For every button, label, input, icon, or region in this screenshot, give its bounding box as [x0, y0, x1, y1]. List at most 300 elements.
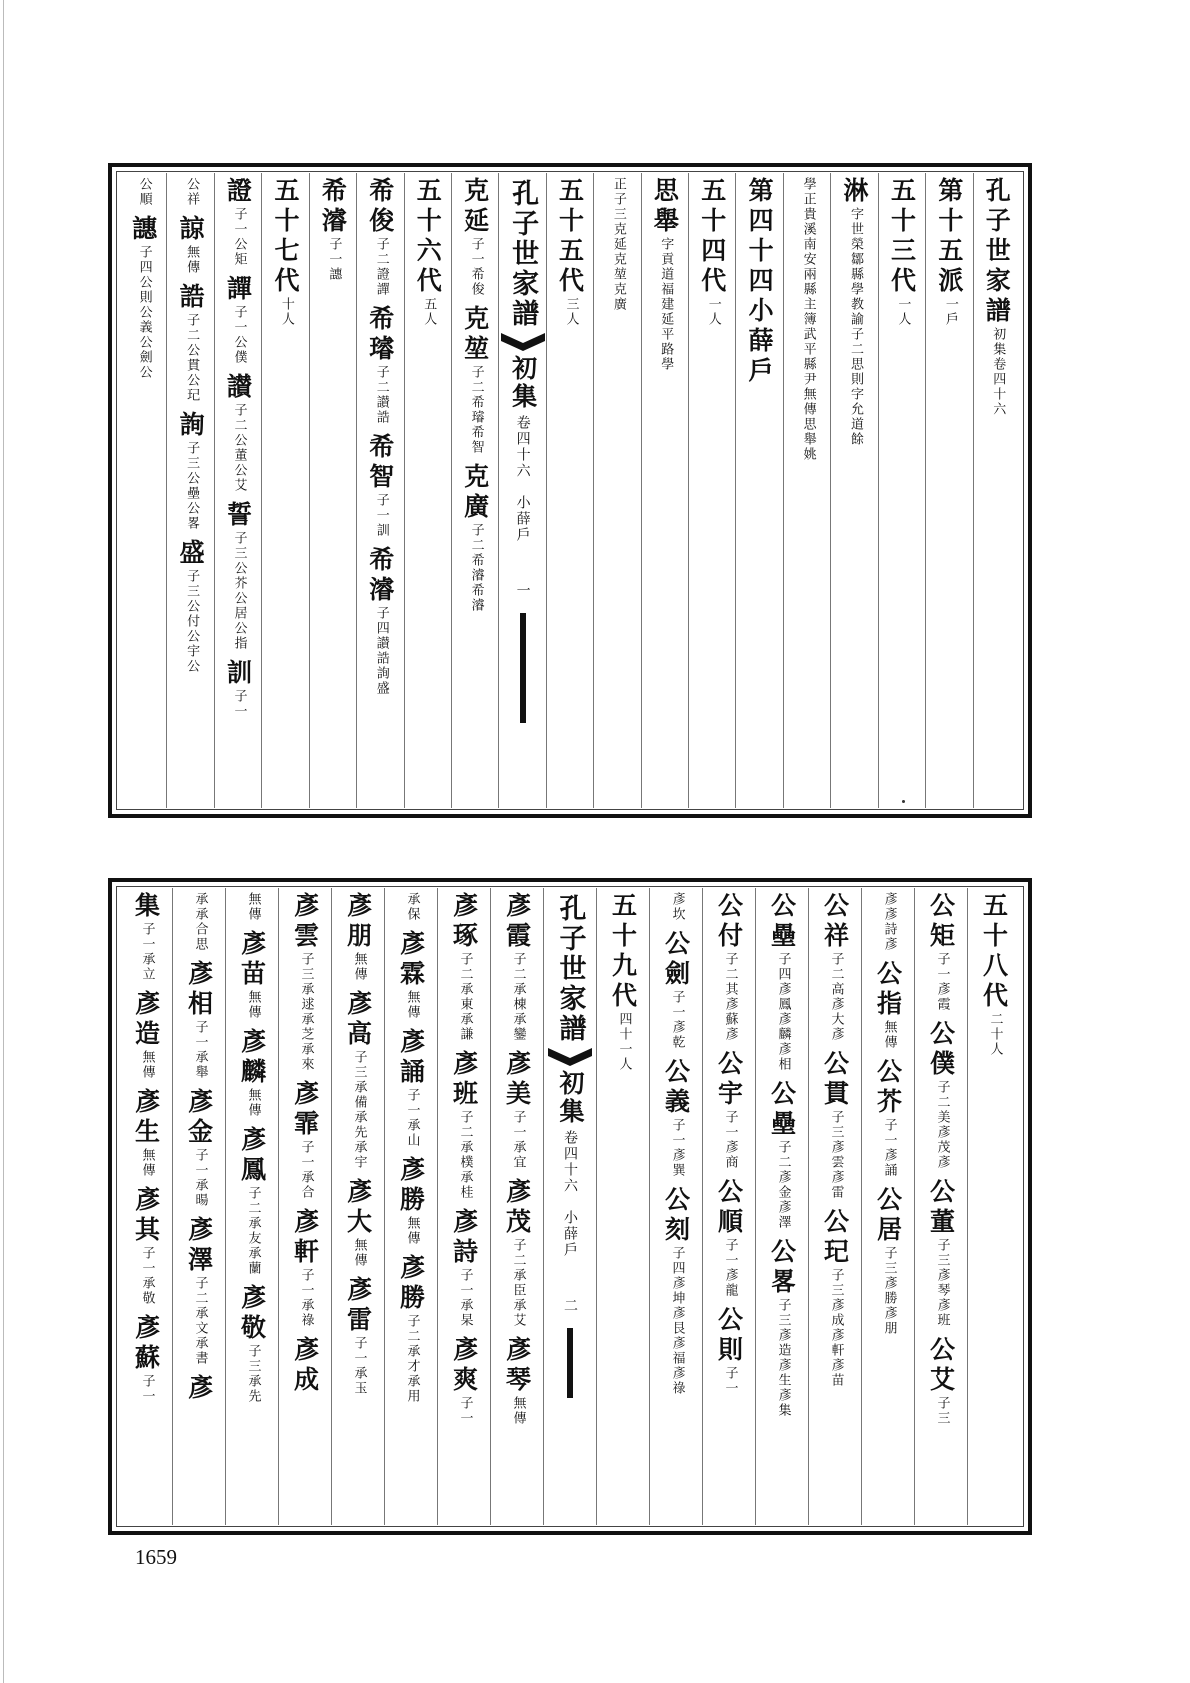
- entry-name: 彥苗: [237, 930, 267, 990]
- genealogy-entry: [131, 990, 161, 1080]
- genealogy-entry: [460, 177, 490, 297]
- entry-name: 公義: [661, 1058, 691, 1118]
- volume-label: 卷四十六 小薛戶: [562, 1130, 578, 1258]
- text-column: [356, 173, 403, 808]
- entry-note: 子一訓: [373, 493, 389, 538]
- entry-note: 子一公僕: [231, 305, 247, 365]
- genealogy-entry: [343, 892, 373, 982]
- genealogy-entry: [661, 1186, 691, 1396]
- entry-note: 一人: [705, 297, 721, 327]
- text-column: [120, 888, 172, 1525]
- entry-note: 子一承祿: [298, 1268, 314, 1328]
- entry-note: 子二希濬希濬: [468, 523, 484, 613]
- entry-name: 公祥: [820, 892, 850, 952]
- text-column: [214, 173, 261, 808]
- entry-note: 彥彥詩彥: [881, 892, 897, 952]
- collection-label: 初集: [508, 355, 538, 411]
- entry-name: 公付: [714, 892, 744, 952]
- entry-name: 證: [223, 177, 253, 207]
- entry-note: 子三公壘公畧: [184, 441, 200, 531]
- genealogy-entry: [608, 892, 638, 1072]
- entry-note: 無傳: [245, 1088, 261, 1118]
- genealogy-entry: [714, 1178, 744, 1298]
- entry-note: 子一彥乾: [669, 990, 685, 1050]
- genealogy-entry: [223, 373, 253, 493]
- genealogy-entry: [413, 177, 443, 327]
- entry-name: 彥軒: [290, 1208, 320, 1268]
- text-column: [166, 173, 213, 808]
- genealogy-entry: [820, 1050, 850, 1200]
- entry-name: 公畧: [767, 1238, 797, 1298]
- genealogy-entry: [714, 892, 744, 1042]
- entry-note: 子一: [231, 689, 247, 719]
- entry-name: 五十五代: [555, 177, 585, 297]
- genealogy-entry: [131, 1088, 161, 1178]
- entry-name: 彥相: [184, 960, 214, 1020]
- genealogy-entry: [290, 1336, 320, 1396]
- genealogy-entry: [460, 463, 490, 613]
- genealogy-entry: [237, 1284, 267, 1404]
- entry-note: 子二其彥蘇彥: [722, 952, 738, 1042]
- entry-name: 公壘: [767, 892, 797, 952]
- entry-name: 公玘: [820, 1208, 850, 1268]
- genealogy-entry: [714, 1306, 744, 1396]
- entry-name: 彥敬: [237, 1284, 267, 1344]
- entry-name: 克堃: [460, 305, 490, 365]
- entry-name: 希智: [365, 433, 395, 493]
- genealogy-entry: [184, 1088, 214, 1208]
- text-column: [830, 173, 877, 808]
- entry-name: 彥霖: [396, 930, 426, 990]
- entry-note: 子一: [457, 1396, 473, 1426]
- genealogy-entry: [223, 177, 253, 267]
- entry-name: 彥朋: [343, 892, 373, 952]
- text-column: [641, 173, 688, 808]
- entry-name: 彥麟: [237, 1028, 267, 1088]
- entry-note: 子二公貫公玘: [184, 313, 200, 403]
- genealogy-entry: [449, 1336, 479, 1426]
- page-number: 1659: [135, 1545, 177, 1569]
- entry-name: 彥霞: [502, 892, 532, 952]
- entry-name: 公刻: [661, 1186, 691, 1246]
- genealogy-entry: [290, 1080, 320, 1200]
- entry-name: 彥生: [131, 1088, 161, 1148]
- entry-note: 初集卷四十六: [990, 327, 1006, 417]
- genealogy-entry: [934, 177, 964, 327]
- genealogy-entry: [502, 1336, 532, 1426]
- column-grid-bottom: [120, 888, 1020, 1525]
- entry-name: 讃: [223, 373, 253, 403]
- entry-note: 學正貴溪南安兩縣主簿武平縣尹無傳思舉姚: [800, 177, 816, 462]
- leaf-number: 一: [514, 583, 531, 597]
- entry-name: 彥造: [131, 990, 161, 1050]
- entry-note: 子三彥成彥軒彥苗: [828, 1268, 844, 1388]
- book-fold-column: [498, 173, 545, 808]
- entry-note: 子三公付公宇公: [184, 569, 200, 674]
- genealogy-entry: [555, 177, 585, 327]
- entry-note: 子一彥商: [722, 1110, 738, 1170]
- column-grid-top: [120, 173, 1020, 808]
- entry-note: 無傳: [510, 1396, 526, 1426]
- genealogy-entry: [767, 892, 797, 1072]
- entry-note: 無傳: [404, 1216, 420, 1246]
- collection-label: 初集: [556, 1070, 585, 1126]
- genealogy-entry: [767, 1238, 797, 1418]
- text-column: [702, 888, 755, 1525]
- entry-name: 彥茂: [502, 1178, 532, 1238]
- text-column: [967, 888, 1020, 1525]
- genealogy-page-bottom: [108, 878, 1032, 1535]
- entry-name: 希濬: [365, 546, 395, 606]
- scan-edge-line: [3, 0, 4, 1683]
- text-column: [735, 173, 782, 808]
- entry-note: 子一: [139, 1374, 155, 1404]
- text-column: [593, 173, 640, 808]
- volume-label: 卷四十六 小薛戶: [514, 415, 531, 543]
- text-column: [649, 888, 702, 1525]
- entry-name: 彥琴: [502, 1336, 532, 1396]
- genealogy-entry: [290, 1208, 320, 1328]
- entry-note: 子二承友承蘭: [245, 1186, 261, 1276]
- text-column: [172, 888, 225, 1525]
- genealogy-entry: [650, 177, 680, 372]
- entry-name: 公僕: [926, 1020, 956, 1080]
- genealogy-entry: [396, 930, 426, 1020]
- genealogy-entry: [697, 177, 727, 327]
- entry-name: 第四十四小薛戶: [745, 177, 775, 387]
- text-column: [261, 173, 308, 808]
- entry-name: 彥澤: [184, 1216, 214, 1276]
- entry-name: 彥爽: [449, 1336, 479, 1396]
- genealogy-entry: [396, 1028, 426, 1148]
- entry-note: 子一彥誦: [881, 1118, 897, 1178]
- genealogy-entry: [661, 930, 691, 1050]
- entry-name: 詢: [176, 411, 206, 441]
- entry-note: 無傳: [139, 1148, 155, 1178]
- text-column: [120, 173, 166, 808]
- text-column: [309, 173, 356, 808]
- genealogy-entry: [714, 1050, 744, 1170]
- genealogy-entry: [460, 305, 490, 455]
- entry-note: 子三承備承先承宇: [351, 1050, 367, 1170]
- genealogy-entry: [176, 215, 206, 275]
- entry-note: 子二承才承用: [404, 1314, 420, 1404]
- entry-note: 子三: [934, 1396, 950, 1426]
- entry-name: 希俊: [365, 177, 395, 237]
- entry-note: 子一: [722, 1366, 738, 1396]
- genealogy-entry: [270, 177, 300, 327]
- entry-note: 子三承先: [245, 1344, 261, 1404]
- genealogy-entry: [176, 283, 206, 403]
- genealogy-entry: [449, 1050, 479, 1200]
- book-title: 孔子世家譜: [554, 894, 586, 1044]
- entry-name: 公艾: [926, 1336, 956, 1396]
- genealogy-entry: [184, 960, 214, 1080]
- entry-name: 彥美: [502, 1050, 532, 1110]
- entry-note: 正子三克延克堃克廣: [610, 177, 626, 312]
- book-title: 孔子世家譜: [507, 179, 539, 329]
- entry-note: 無傳: [351, 1238, 367, 1268]
- genealogy-entry: [176, 411, 206, 531]
- text-column: [404, 173, 451, 808]
- entry-name: 集: [131, 892, 161, 922]
- genealogy-entry: [404, 892, 419, 922]
- genealogy-entry: [223, 659, 253, 719]
- entry-note: 公順: [136, 177, 152, 207]
- genealogy-entry: [343, 990, 373, 1170]
- entry-note: 子三彥雲彥雷: [828, 1110, 844, 1200]
- entry-name: 彥雲: [290, 892, 320, 952]
- leaf-number: 二: [562, 1298, 578, 1312]
- entry-note: 五人: [421, 297, 437, 327]
- entry-note: 彥坎: [669, 892, 685, 922]
- genealogy-entry: [502, 1178, 532, 1328]
- entry-name: 第十五派: [934, 177, 964, 297]
- entry-name: 克廣: [460, 463, 490, 523]
- genealogy-entry: [318, 177, 348, 282]
- text-column: [451, 173, 498, 808]
- genealogy-entry: [926, 1178, 956, 1328]
- genealogy-page-top: [108, 163, 1032, 818]
- genealogy-entry: [502, 892, 532, 1042]
- genealogy-entry: [223, 275, 253, 365]
- genealogy-entry: [184, 1216, 214, 1366]
- entry-note: 子二彥金彥澤: [775, 1140, 791, 1230]
- entry-name: 彥金: [184, 1088, 214, 1148]
- entry-note: 子三彥琴彥班: [934, 1238, 950, 1328]
- entry-note: 子二證譂: [373, 237, 389, 297]
- entry-name: 彥雷: [343, 1276, 373, 1336]
- genealogy-entry: [237, 930, 267, 1020]
- genealogy-entry: [343, 1178, 373, 1268]
- entry-name: 公矩: [926, 892, 956, 952]
- genealogy-entry: [237, 1028, 267, 1118]
- genealogy-entry: [873, 1186, 903, 1336]
- genealogy-entry: [502, 1050, 532, 1170]
- genealogy-entry: [881, 892, 896, 952]
- genealogy-entry: [926, 892, 956, 1012]
- entry-note: 承保: [404, 892, 420, 922]
- entry-note: 子一承合: [298, 1140, 314, 1200]
- entry-note: 字世榮鄒縣學教諭子二思則字允道餘: [847, 207, 863, 447]
- entry-name: 彥鳳: [237, 1126, 267, 1186]
- entry-note: 子四彥坤彥艮彥福彥祿: [669, 1246, 685, 1396]
- text-column: [808, 888, 861, 1525]
- text-column: [688, 173, 735, 808]
- genealogy-entry: [800, 177, 815, 462]
- entry-note: 子一彥龍: [722, 1238, 738, 1298]
- entry-name: 公順: [714, 1178, 744, 1238]
- entry-note: 子一希俊: [468, 237, 484, 297]
- entry-note: 子四讃誥詢盛: [373, 606, 389, 696]
- entry-note: 字貢道福建延平路學: [658, 237, 674, 372]
- text-column: [546, 173, 593, 808]
- entry-name: 譂: [223, 275, 253, 305]
- entry-name: 五十三代: [887, 177, 917, 297]
- genealogy-entry: [223, 501, 253, 651]
- fish-tail-mark-icon: [548, 1048, 592, 1066]
- entry-note: 一人: [895, 297, 911, 327]
- entry-note: 子一承舉: [192, 1020, 208, 1080]
- genealogy-entry: [131, 892, 161, 982]
- entry-name: 彥: [184, 1374, 214, 1404]
- text-column: [755, 888, 808, 1525]
- entry-name: 彥成: [290, 1336, 320, 1396]
- genealogy-entry: [745, 177, 775, 387]
- text-column: [878, 173, 925, 808]
- genealogy-entry: [661, 1058, 691, 1178]
- entry-note: 子三彥勝彥朋: [881, 1246, 897, 1336]
- entry-name: 五十七代: [270, 177, 300, 297]
- entry-note: 無傳: [351, 952, 367, 982]
- genealogy-entry: [820, 892, 850, 1042]
- entry-note: 三人: [563, 297, 579, 327]
- genealogy-entry: [128, 215, 158, 380]
- entry-note: 無傳: [245, 990, 261, 1020]
- entry-note: 子一承敬: [139, 1246, 155, 1306]
- entry-name: 五十六代: [413, 177, 443, 297]
- genealogy-entry: [237, 1126, 267, 1276]
- entry-name: 彥勝: [396, 1254, 426, 1314]
- fish-tail-mark-icon: [501, 333, 545, 351]
- entry-note: 子二承臣承艾: [510, 1238, 526, 1328]
- entry-note: 無傳: [245, 892, 261, 922]
- entry-name: 諒: [176, 215, 206, 245]
- entry-note: 承承合思: [192, 892, 208, 952]
- entry-note: 子二公董公艾: [231, 403, 247, 493]
- entry-note: 子二希璿希智: [468, 365, 484, 455]
- entry-note: 子二承棟承鑾: [510, 952, 526, 1042]
- entry-note: 子四公則公義公劍公: [136, 245, 152, 380]
- entry-note: 子三彥造彥生彥集: [775, 1298, 791, 1418]
- entry-name: 誥: [176, 283, 206, 313]
- entry-name: 公則: [714, 1306, 744, 1366]
- entry-note: 子二承樸承桂: [457, 1110, 473, 1200]
- genealogy-entry: [767, 1080, 797, 1230]
- genealogy-entry: [396, 1156, 426, 1246]
- genealogy-entry: [365, 546, 395, 696]
- entry-note: 子一承宜: [510, 1110, 526, 1170]
- entry-name: 彥班: [449, 1050, 479, 1110]
- entry-note: 子三承逑承芝承來: [298, 952, 314, 1072]
- entry-name: 彥琢: [449, 892, 479, 952]
- genealogy-entry: [669, 892, 684, 922]
- entry-note: 子二承東承謙: [457, 952, 473, 1042]
- speck: [902, 800, 905, 803]
- text-column: [596, 888, 649, 1525]
- entry-note: 子一承暘: [192, 1148, 208, 1208]
- genealogy-entry: [176, 539, 206, 674]
- text-column: [914, 888, 967, 1525]
- entry-name: 彥詩: [449, 1208, 479, 1268]
- genealogy-entry: [873, 960, 903, 1050]
- text-column: [861, 888, 914, 1525]
- genealogy-entry: [610, 177, 625, 312]
- entry-name: 克延: [460, 177, 490, 237]
- entry-name: 訓: [223, 659, 253, 689]
- genealogy-entry: [926, 1336, 956, 1426]
- genealogy-entry: [131, 1314, 161, 1404]
- genealogy-entry: [887, 177, 917, 327]
- entry-note: 子一承山: [404, 1088, 420, 1148]
- fold-bar: [520, 613, 526, 723]
- entry-name: 誓: [223, 501, 253, 531]
- entry-note: 子一彥霞: [934, 952, 950, 1012]
- entry-name: 公劍: [661, 930, 691, 990]
- genealogy-entry: [982, 177, 1012, 417]
- entry-note: 無傳: [881, 1020, 897, 1050]
- text-column: [490, 888, 543, 1525]
- text-column: [925, 173, 972, 808]
- book-fold-column: [543, 888, 596, 1525]
- entry-name: 彥其: [131, 1186, 161, 1246]
- genealogy-entry: [183, 177, 198, 207]
- genealogy-entry: [926, 1020, 956, 1170]
- genealogy-entry: [290, 892, 320, 1072]
- entry-name: 五十九代: [608, 892, 638, 1012]
- fold-bar: [567, 1328, 573, 1398]
- genealogy-entry: [136, 177, 151, 207]
- genealogy-entry: [365, 177, 395, 297]
- genealogy-entry: [131, 1186, 161, 1306]
- entry-name: 彥勝: [396, 1156, 426, 1216]
- entry-name: 公貫: [820, 1050, 850, 1110]
- genealogy-entry: [396, 1254, 426, 1404]
- genealogy-entry: [184, 1374, 214, 1404]
- genealogy-entry: [365, 433, 395, 538]
- entry-note: 二十人: [987, 1012, 1003, 1057]
- entry-note: 無傳: [404, 990, 420, 1020]
- entry-name: 彥霏: [290, 1080, 320, 1140]
- text-column: [973, 173, 1020, 808]
- text-column: [278, 888, 331, 1525]
- genealogy-entry: [192, 892, 207, 952]
- genealogy-entry: [840, 177, 870, 447]
- entry-note: 子二美彥茂彥: [934, 1080, 950, 1170]
- entry-name: 公芥: [873, 1058, 903, 1118]
- entry-note: 十人: [278, 297, 294, 327]
- genealogy-entry: [820, 1208, 850, 1388]
- genealogy-entry: [245, 892, 260, 922]
- text-column: [437, 888, 490, 1525]
- entry-note: 無傳: [139, 1050, 155, 1080]
- entry-note: 子二高彥大彥: [828, 952, 844, 1042]
- entry-note: 子一承玉: [351, 1336, 367, 1396]
- genealogy-entry: [449, 892, 479, 1042]
- entry-name: 淋: [840, 177, 870, 207]
- genealogy-entry: [979, 892, 1009, 1057]
- entry-name: 希璿: [365, 305, 395, 365]
- entry-name: 五十八代: [979, 892, 1009, 1012]
- text-column: [783, 173, 830, 808]
- entry-note: 無傳: [184, 245, 200, 275]
- entry-note: 子一譓: [326, 237, 342, 282]
- entry-name: 思舉: [650, 177, 680, 237]
- entry-note: 公祥: [184, 177, 200, 207]
- entry-name: 孔子世家譜: [982, 177, 1012, 327]
- text-column: [225, 888, 278, 1525]
- entry-name: 五十四代: [697, 177, 727, 297]
- entry-name: 希濬: [318, 177, 348, 237]
- entry-name: 公宇: [714, 1050, 744, 1110]
- entry-name: 彥大: [343, 1178, 373, 1238]
- entry-name: 彥誦: [396, 1028, 426, 1088]
- genealogy-entry: [343, 1276, 373, 1396]
- genealogy-entry: [449, 1208, 479, 1328]
- entry-note: 子二承文承書: [192, 1276, 208, 1366]
- entry-note: 子一彥巽: [669, 1118, 685, 1178]
- entry-note: 一戶: [942, 297, 958, 327]
